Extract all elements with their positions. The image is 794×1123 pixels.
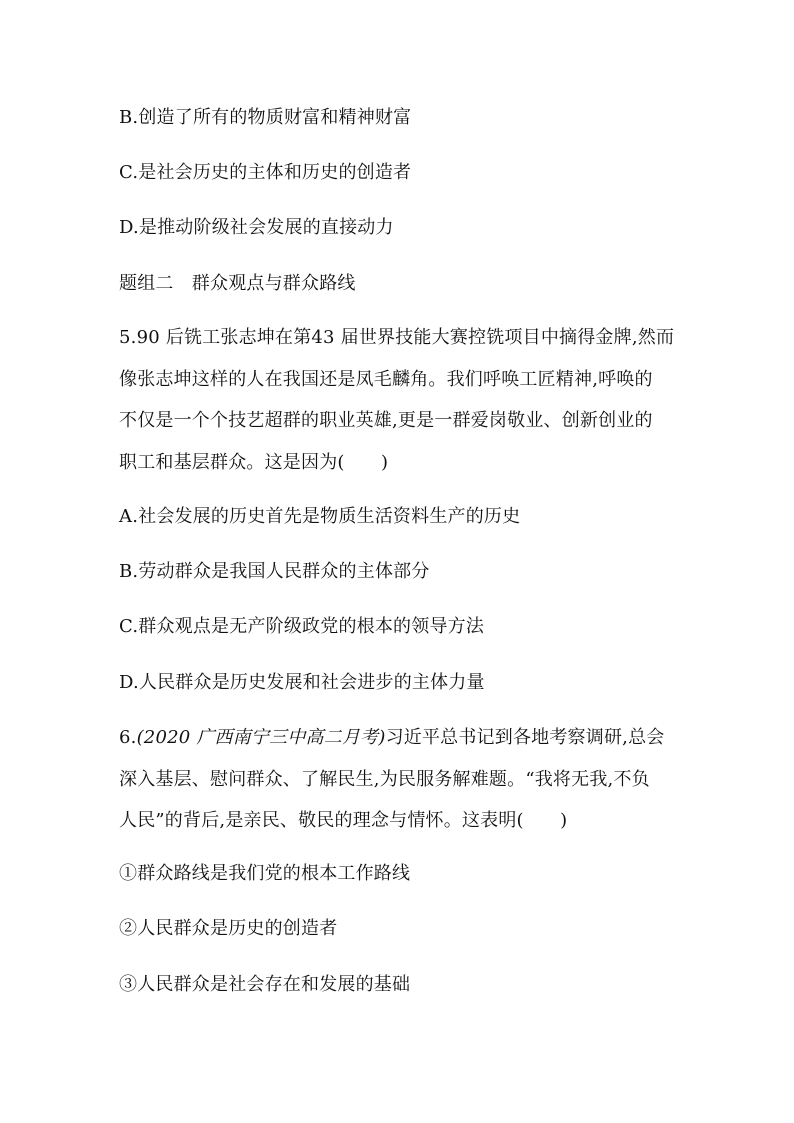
q5-stem-line-2: 像张志坤这样的人在我国还是凤毛麟角。我们呼唤工匠精神,呼唤的: [119, 369, 653, 390]
q5-stem-line-3: 不仅是一个个技艺超群的职业英雄,更是一群爱岗敬业、创新创业的: [119, 410, 653, 431]
q5-stem-line-1: 5.90 后铣工张志坤在第43 届世界技能大赛控铣项目中摘得金牌,然而: [119, 327, 675, 348]
q4-option-b: B.创造了所有的物质财富和精神财富: [119, 107, 412, 128]
q5-option-b: B.劳动群众是我国人民群众的主体部分: [119, 561, 430, 582]
q6-stem-line-3: 人民”的背后,是亲民、敬民的理念与情怀。这表明( ): [119, 810, 568, 831]
q5-stem-line-4: 职工和基层群众。这是因为( ): [119, 452, 389, 473]
q4-option-c: C.是社会历史的主体和历史的创造者: [119, 162, 412, 183]
section-heading: 题组二 群众观点与群众路线: [119, 273, 356, 294]
q6-stem-text: 习近平总书记到各地考察调研,总会: [385, 727, 665, 748]
q5-option-c: C.群众观点是无产阶级政党的根本的领导方法: [119, 616, 485, 637]
q6-number: 6.: [119, 727, 137, 748]
q6-source: (2020 广西南宁三中高二月考): [136, 727, 386, 748]
q6-statement-2: ②人民群众是历史的创造者: [119, 918, 338, 939]
q6-statement-1: ①群众路线是我们党的根本工作路线: [119, 863, 411, 884]
q6-stem-line-1: [119, 726, 664, 750]
q4-option-d: D.是推动阶级社会发展的直接动力: [119, 217, 394, 238]
q6-stem-line-2: 深入基层、慰问群众、了解民生,为民服务解难题。“我将无我,不负: [119, 769, 650, 790]
q5-option-d: D.人民群众是历史发展和社会进步的主体力量: [119, 672, 485, 693]
q6-statement-3: ③人民群众是社会存在和发展的基础: [119, 974, 411, 995]
q5-option-a: A.社会发展的历史首先是物质生活资料生产的历史: [119, 506, 521, 527]
